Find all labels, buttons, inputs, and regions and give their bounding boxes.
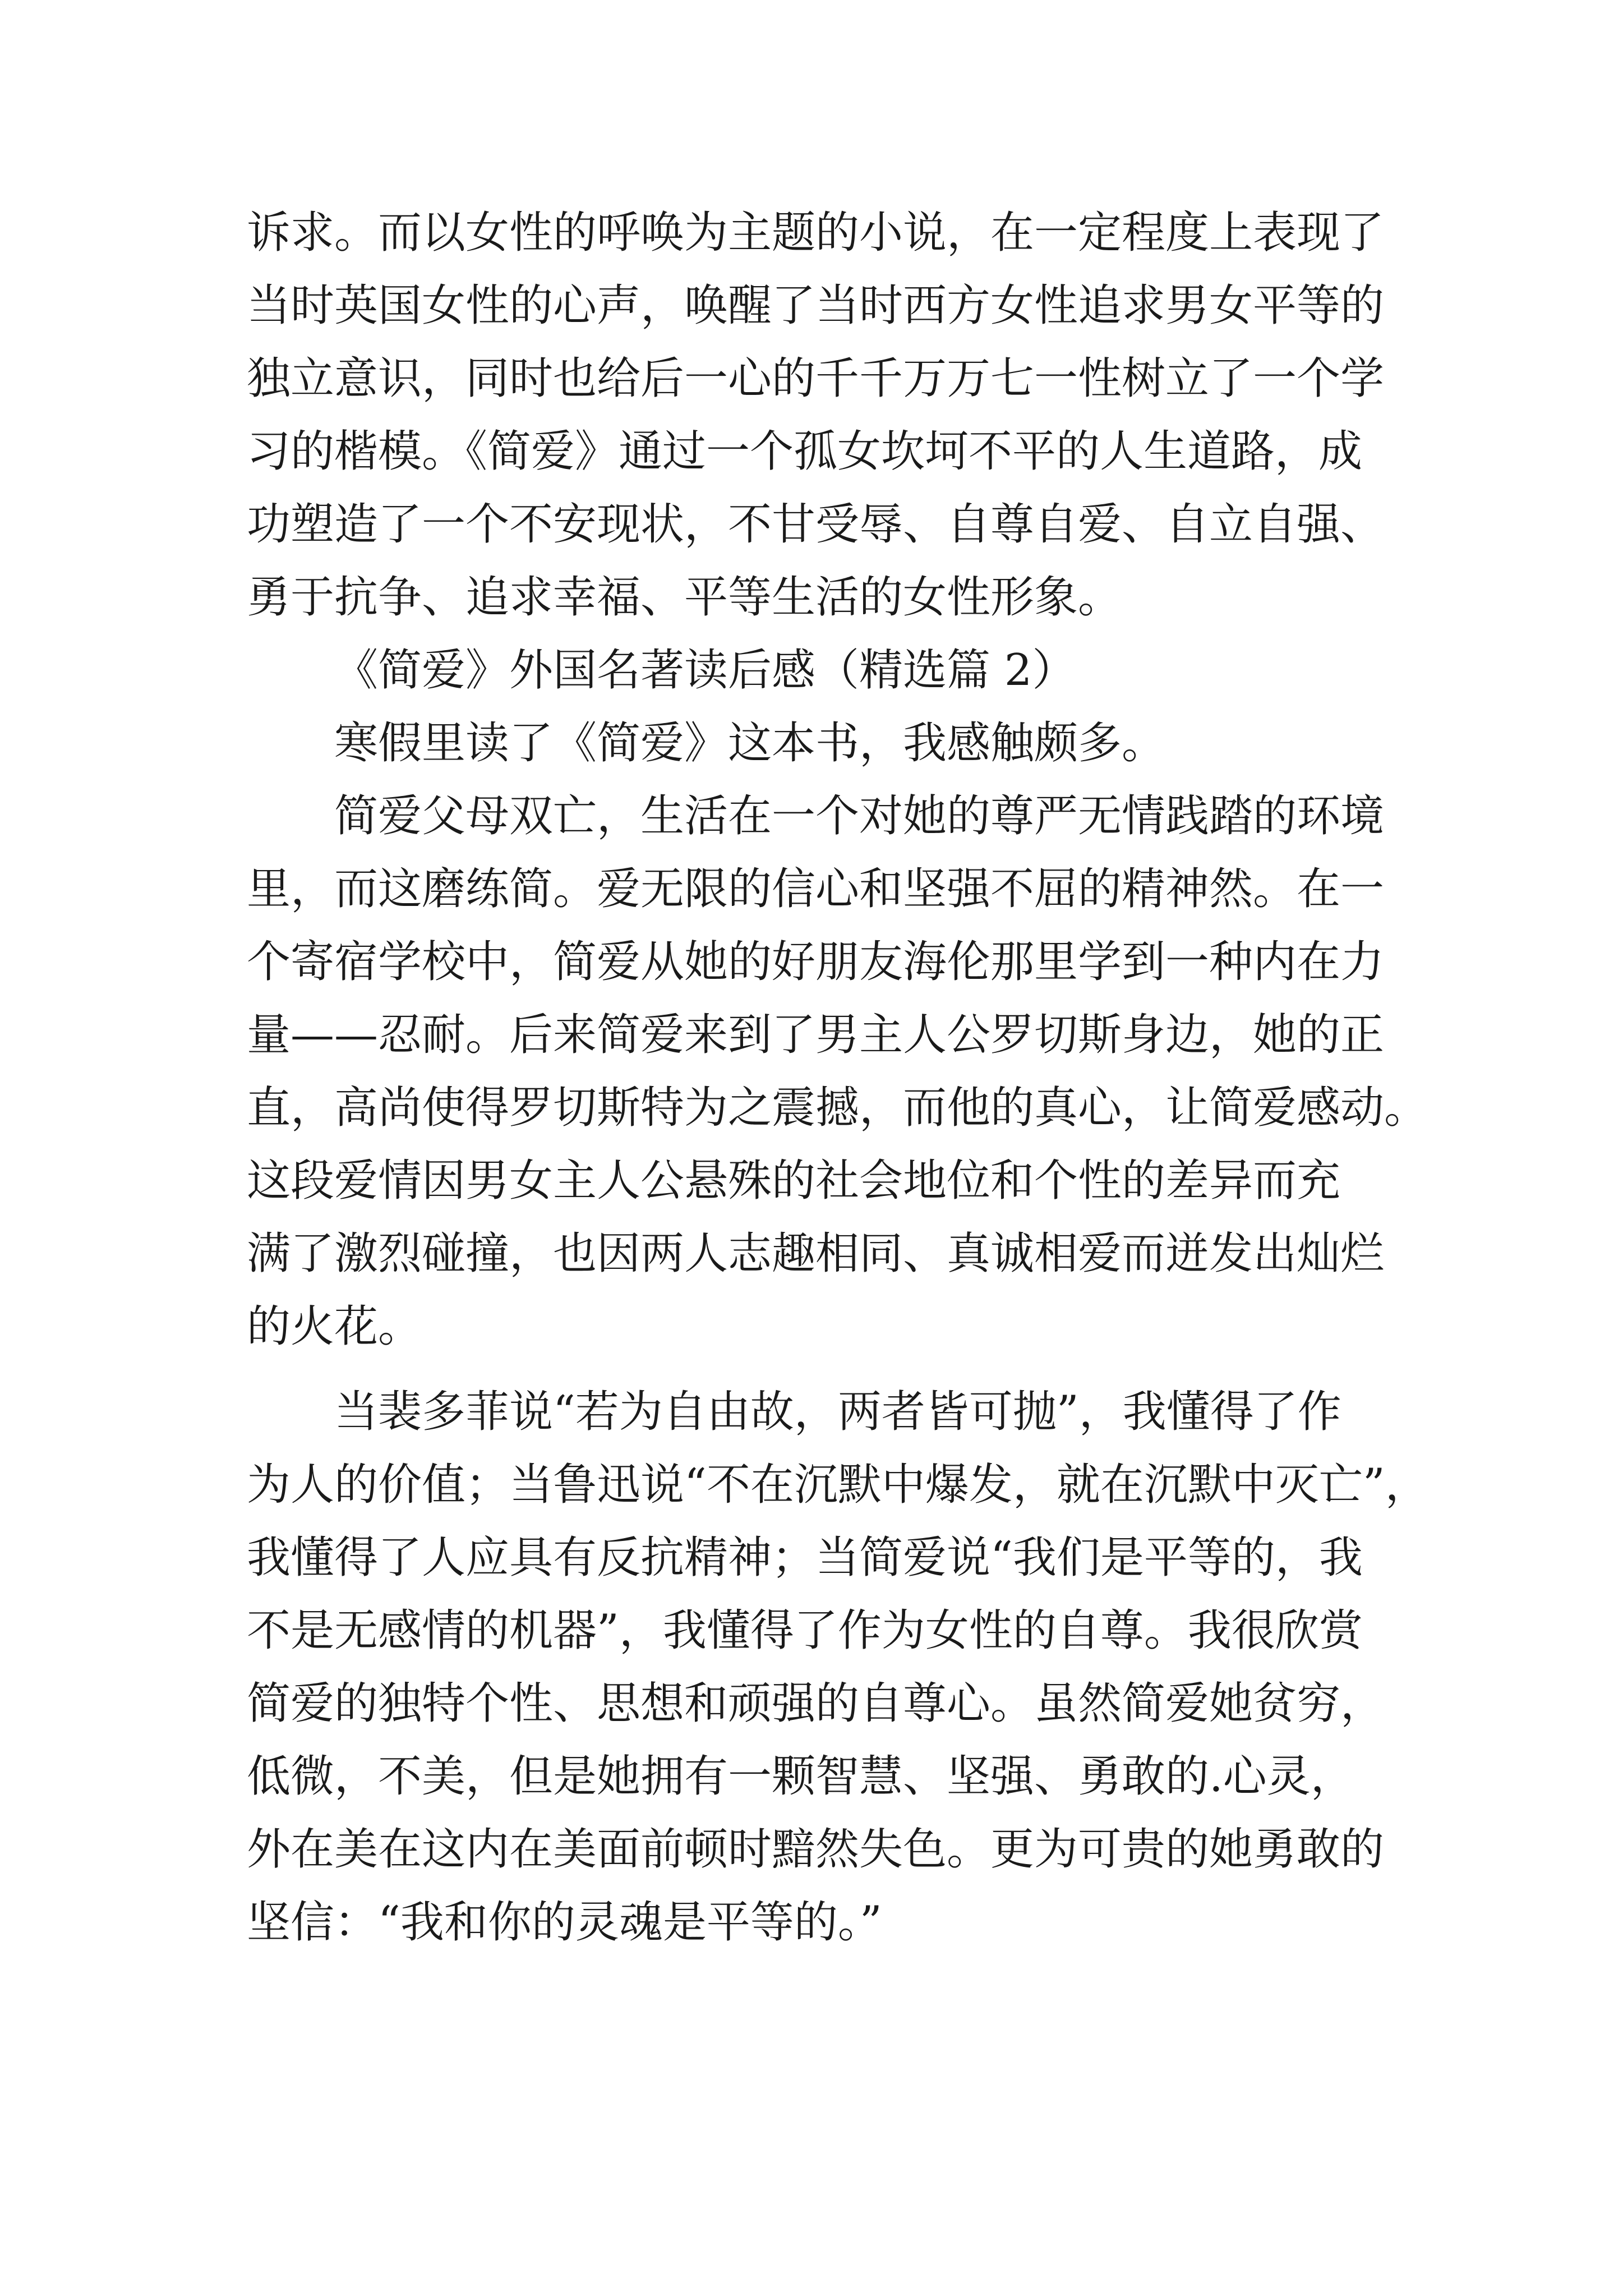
text-line: 我懂得了人应具有反抗精神；当简爱说“我们是平等的，我 <box>247 1533 1363 1583</box>
text-line: 这段爱情因男女主人公悬殊的社会地位和个性的差异而充 <box>247 1156 1341 1206</box>
text-line: 外在美在这内在美面前顿时黯然失色。更为可贵的她勇敢的 <box>247 1824 1385 1875</box>
text-line: 量——忍耐。后来简爱来到了男主人公罗切斯身边，她的正 <box>247 1010 1385 1060</box>
text-line: 当时英国女性的心声，唤醒了当时西方女性追求男女平等的 <box>247 280 1385 331</box>
text-line: 勇于抗争、追求幸福、平等生活的女性形象。 <box>247 572 1122 623</box>
document-body <box>247 196 1429 1959</box>
text-line: 满了激烈碰撞，也因两人志趣相同、真诚相爱而迸发出灿烂 <box>247 1228 1385 1279</box>
paragraph-first-line: 寒假里读了《简爱》这本书，我感触颇多。 <box>334 718 1166 769</box>
text-line: 坚信：“我和你的灵魂是平等的。” <box>247 1897 882 1948</box>
paragraph-first-line: 当裴多菲说“若为自由故，两者皆可抛”，我懂得了作 <box>334 1387 1341 1437</box>
text-line: 诉求。而以女性的呼唤为主题的小说，在一定程度上表现了 <box>247 208 1385 258</box>
text-line: 功塑造了一个不安现状，不甘受辱、自尊自爱、自立自强、 <box>247 499 1385 550</box>
section-heading: 《简爱》外国名著读后感（精选篇 2） <box>334 645 1076 696</box>
text-line: 独立意识，同时也给后一心的千千万万七一性树立了一个学 <box>247 353 1385 404</box>
text-line: 的火花。 <box>247 1301 422 1352</box>
text-line: 为人的价值；当鲁迅说“不在沉默中爆发，就在沉默中灭亡”， <box>247 1460 1429 1510</box>
text-line: 里，而这磨练简。爱无限的信心和坚强不屈的精神然。在一 <box>247 864 1385 914</box>
text-line: 不是无感情的机器”，我懂得了作为女性的自尊。我很欣赏 <box>247 1605 1363 1656</box>
text-line: 个寄宿学校中，简爱从她的好朋友海伦那里学到一种内在力 <box>247 937 1385 987</box>
text-line: 简爱的独特个性、思想和顽强的自尊心。虽然简爱她贫穷， <box>247 1678 1385 1729</box>
text-line: 习的楷模。《简爱》通过一个孤女坎坷不平的人生道路，成 <box>247 426 1363 477</box>
text-line: 直，高尚使得罗切斯特为之震撼，而他的真心，让简爱感动。 <box>247 1083 1428 1133</box>
text-line: 低微，不美，但是她拥有一颗智慧、坚强、勇敢的.心灵， <box>247 1751 1354 1802</box>
paragraph-first-line: 简爱父母双亡，生活在一个对她的尊严无情践踏的环境 <box>334 791 1385 841</box>
